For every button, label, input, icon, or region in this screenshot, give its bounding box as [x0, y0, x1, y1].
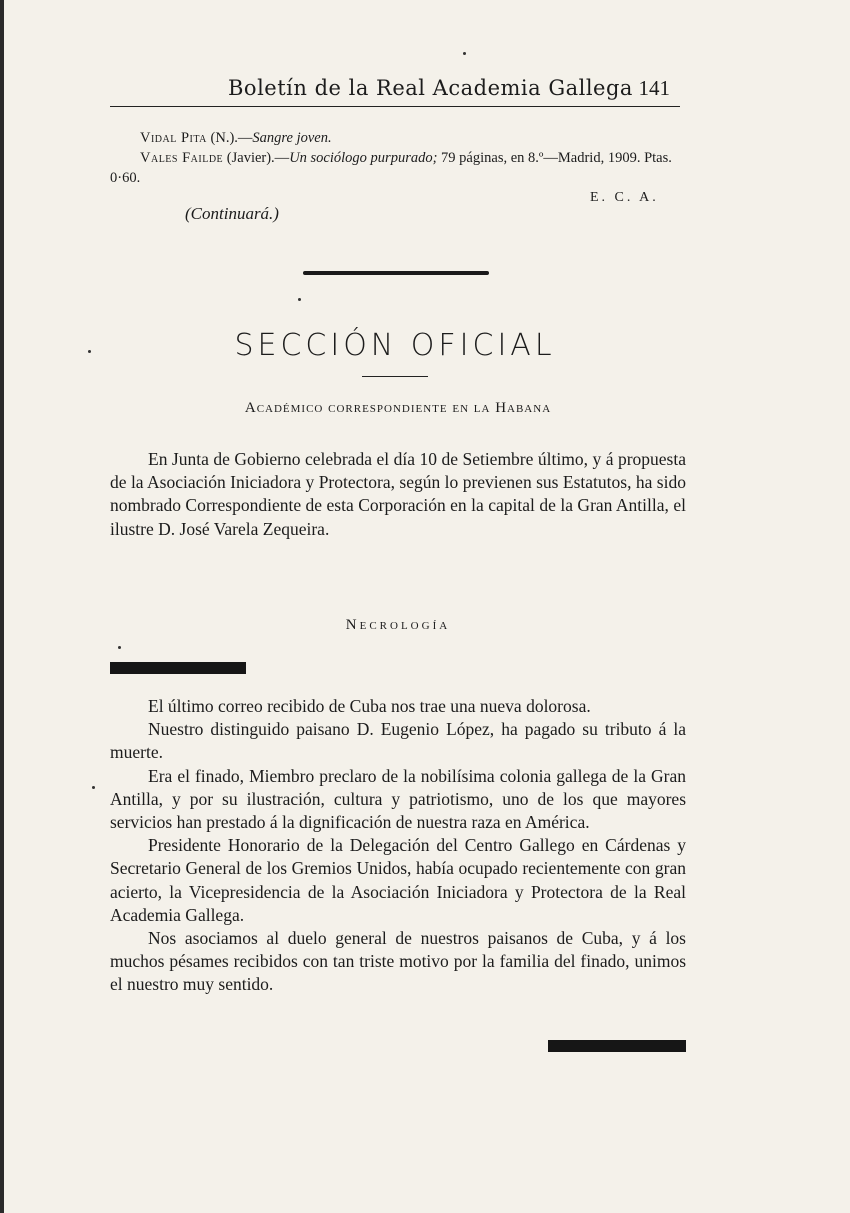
title-rule [362, 376, 428, 377]
running-header [110, 72, 680, 107]
obituary-heading: Necrología [345, 617, 451, 633]
subsection-heading: Académico correspondiente en la Habana [244, 400, 552, 416]
bibliography-list [110, 128, 686, 188]
print-speck [463, 52, 466, 55]
journal-title: Boletín de la Real Academia Gallega [228, 76, 633, 100]
section-title: SECCIÓN OFICIAL [234, 328, 556, 363]
bibliography-entry: Vales Failde (Javier).—Un sociólogo purpurado; 79 páginas, en 8.º—Madrid, 1909. Ptas. 0·60. [110, 150, 672, 186]
announcement-paragraph: En Junta de Gobierno celebrada el día 10 de Setiembre último, y á propuesta de la Asociación Iniciadora y Protectora, según lo previenen sus Estatutos, ha sido nombrado Correspondiente de esta Corporación en la capital de la Gran Antilla, el ilustre D. José Varela Zequeira. [110, 449, 686, 539]
print-speck [118, 646, 121, 649]
mourning-bar-right [548, 1040, 686, 1052]
mourning-bar-left [110, 662, 246, 674]
continued-note: (Continuará.) [185, 204, 279, 223]
print-speck [88, 350, 91, 353]
page-number: 141 [638, 76, 670, 100]
obituary-text: El último correo recibido de Cuba nos trae una nueva dolorosa. Nuestro distinguido paisano D. Eugenio López, ha pagado su tributo á la muerte. Era el finado, Miembro preclaro de la nobilísima colonia gallega de la Gran Antilla, y por su ilustración, cultura y patriotismo, uno de los que mayores servicios han prestado á la dignificación de nuestra raza en América. Presidente Honorario de la Delegación del Centro Gallego en Cárdenas y Secretario General de los Gremios Unidos, había ocupado recientemente con gran acierto, la Vicepresidencia de la Asociación Iniciadora y Protectora de la Real Academia Gallega. Nos asociamos al duelo general de nuestros paisanos de Cuba, y á los muchos pésames recibidos con tan triste motivo por la familia del finado, unimos el nuestro muy sentido. [110, 696, 686, 995]
bibliography-entry: Vidal Pita (N.).—Sangre joven. [140, 130, 332, 146]
page-edge-shadow [0, 0, 4, 1213]
print-speck [298, 298, 301, 301]
author-initials: E. C. A. [590, 190, 659, 205]
section-divider-ornament [303, 271, 489, 275]
print-speck [92, 786, 95, 789]
